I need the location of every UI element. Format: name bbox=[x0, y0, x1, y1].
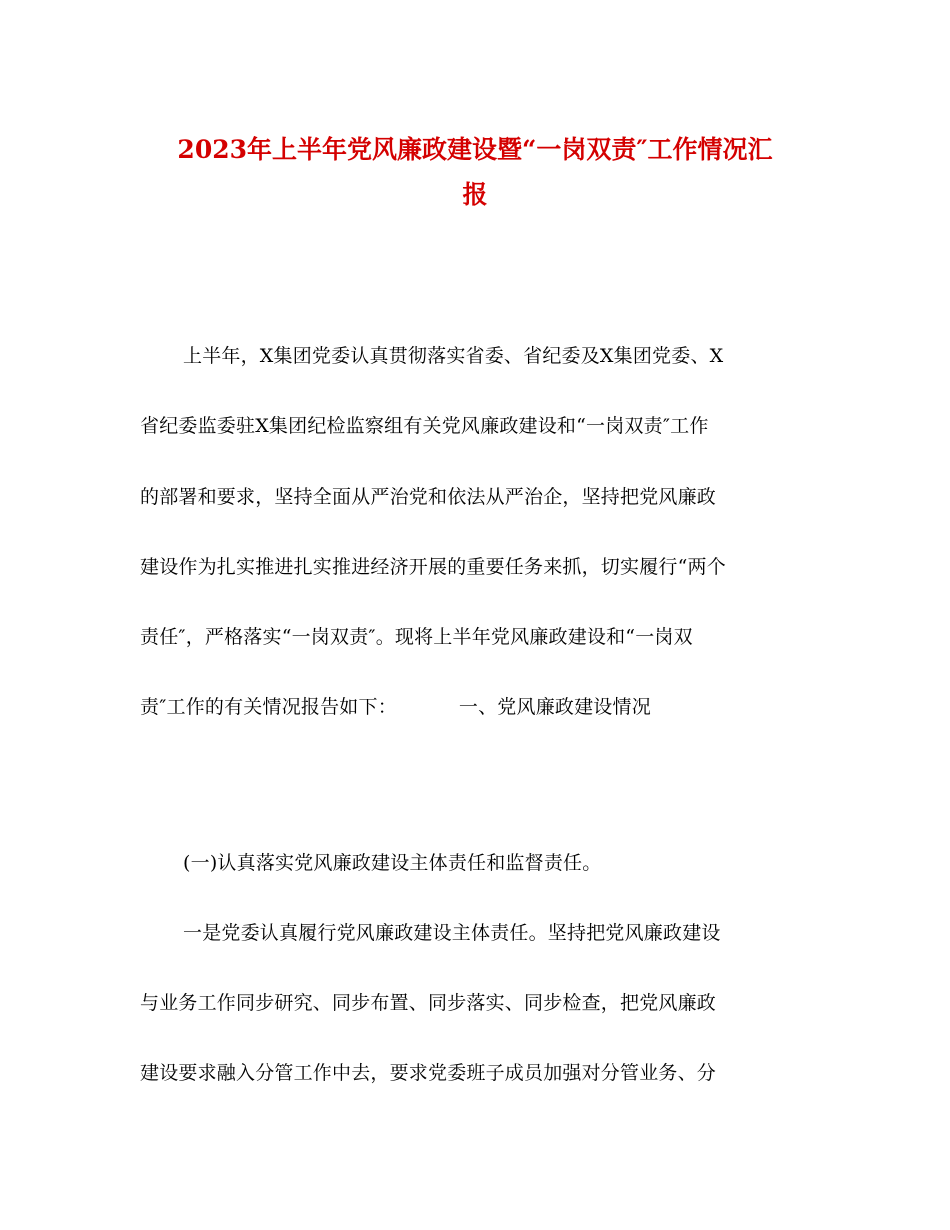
subsection-heading: (一)认真落实党风廉政建设主体责任和监督责任。 bbox=[183, 852, 602, 874]
paragraph-line: 上半年，X集团党委认真贯彻落实省委、省纪委及X集团党委、X bbox=[183, 345, 724, 367]
document-title-continued: 报 bbox=[462, 180, 488, 209]
paragraph-line: 一是党委认真履行党风廉政建设主体责任。坚持把党风廉政建设 bbox=[183, 922, 721, 944]
paragraph-line: 建设作为扎实推进扎实推进经济开展的重要任务来抓，切实履行“两个 bbox=[140, 556, 726, 578]
paragraph-line: 责任″，严格落实“一岗双责″。现将上半年党风廉政建设和“一岗双 bbox=[140, 626, 693, 648]
paragraph-line: 省纪委监委驻X集团纪检监察组有关党风廉政建设和“一岗双责″工作 bbox=[140, 415, 709, 437]
paragraph-line: 建设要求融入分管工作中去，要求党委班子成员加强对分管业务、分 bbox=[140, 1062, 717, 1084]
paragraph-line: 的部署和要求，坚持全面从严治党和依法从严治企，坚持把党风廉政 bbox=[140, 486, 717, 508]
paragraph-line: 与业务工作同步研究、同步布置、同步落实、同步检查，把党风廉政 bbox=[140, 992, 717, 1014]
paragraph-line-with-heading bbox=[140, 694, 820, 720]
document-title: 2023年上半年党风廉政建设暨“一岗双责″工作情况汇 bbox=[177, 135, 773, 164]
paragraph-line-end: 责″工作的有关情况报告如下： bbox=[140, 696, 397, 718]
section-heading: 一、党风廉政建设情况 bbox=[458, 696, 651, 718]
